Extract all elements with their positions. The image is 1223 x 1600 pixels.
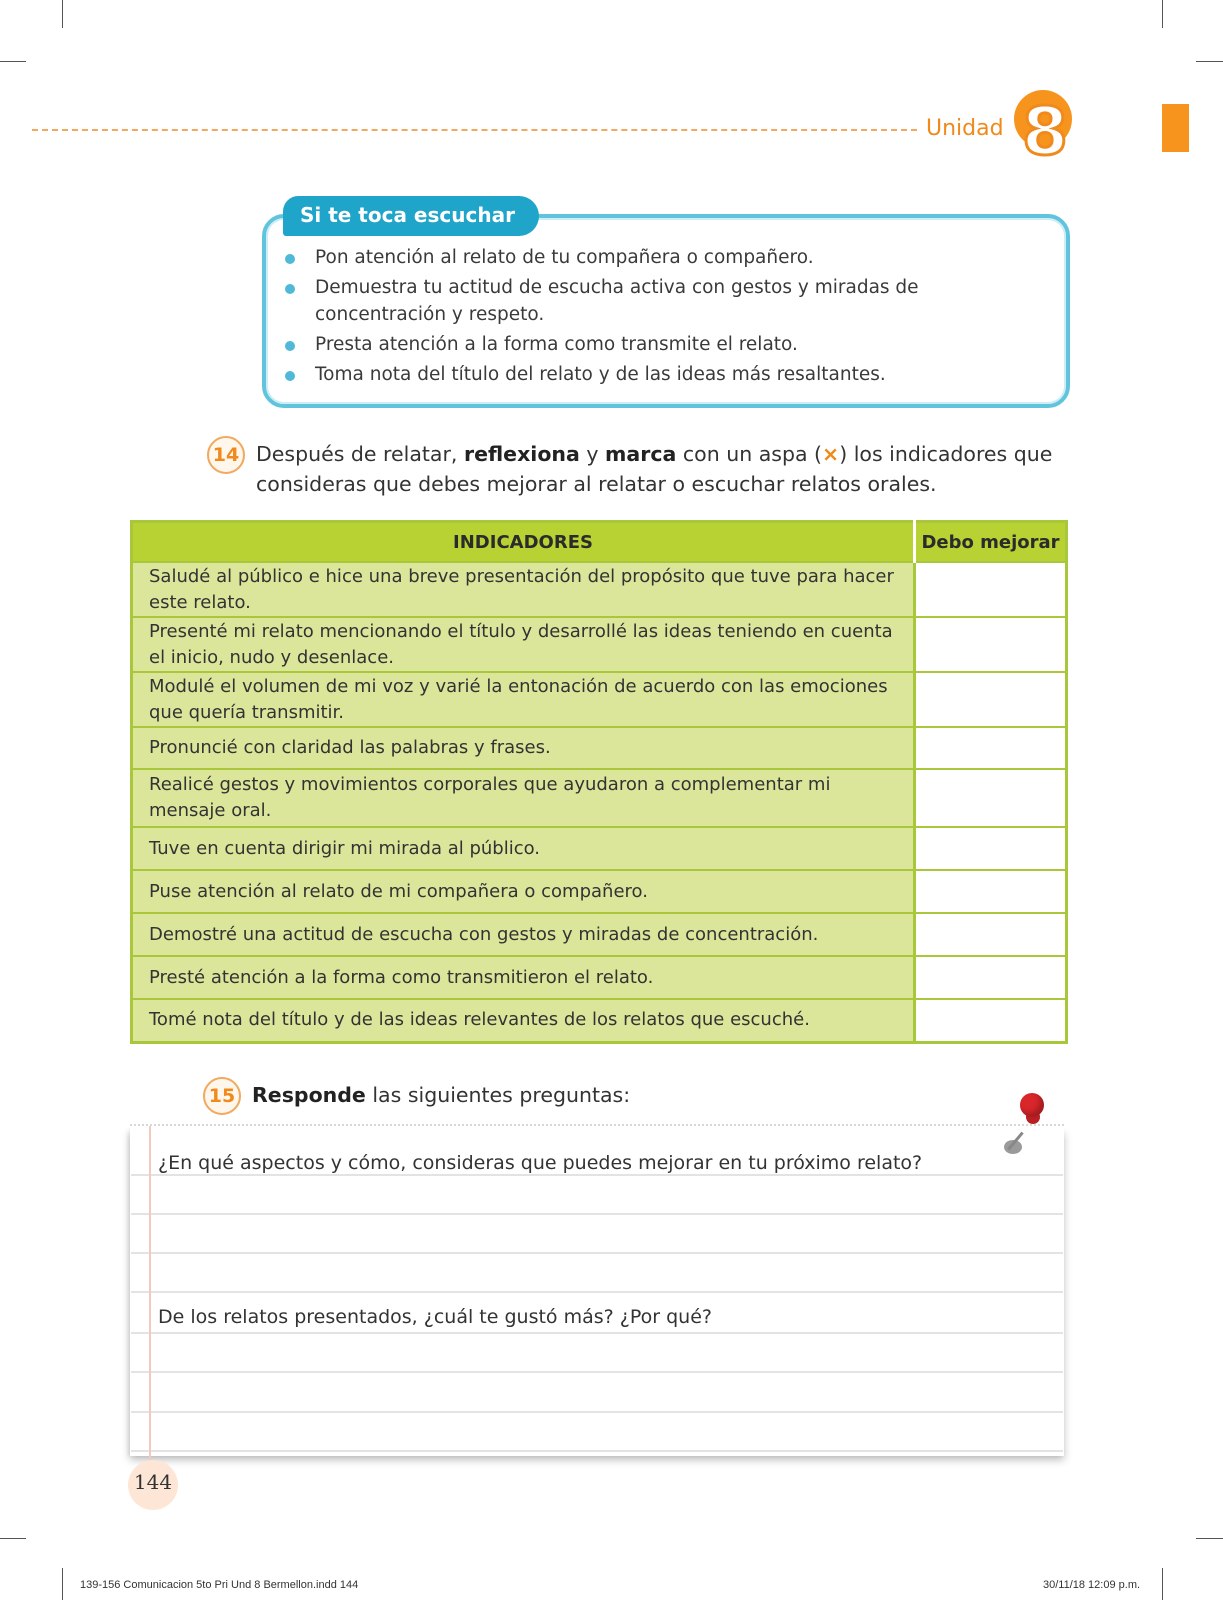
crop-mark xyxy=(0,61,26,62)
indicator-cell: Puse atención al relato de mi compañera o compañero. xyxy=(132,870,915,913)
x-mark-icon: × xyxy=(822,442,840,466)
tip-item: Presta atención a la forma como transmite el relato. xyxy=(282,331,962,358)
pushpin-head-icon xyxy=(1020,1093,1044,1117)
improve-checkbox-cell[interactable] xyxy=(915,913,1067,956)
crop-mark xyxy=(62,1568,63,1600)
answer-line xyxy=(131,1213,1063,1215)
bullet-icon xyxy=(285,371,295,381)
tip-title: Si te toca escuchar xyxy=(300,203,515,227)
crop-mark xyxy=(1196,61,1223,62)
indicator-cell: Tomé nota del título y de las ideas relevantes de los relatos que escuché. xyxy=(132,999,915,1042)
header-dashed-line xyxy=(32,129,917,131)
improve-checkbox-cell[interactable] xyxy=(915,769,1067,827)
improve-checkbox-cell[interactable] xyxy=(915,870,1067,913)
indicator-cell: Realicé gestos y movimientos corporales que ayudaron a complementar mi mensaje oral. xyxy=(132,769,915,827)
activity-15-instruction: Responde las siguientes preguntas: xyxy=(252,1083,631,1107)
improve-checkbox-cell[interactable] xyxy=(915,617,1067,672)
page-number: 144 xyxy=(133,1470,173,1494)
bullet-icon xyxy=(285,254,295,264)
answer-line xyxy=(131,1252,1063,1254)
tip-list xyxy=(282,244,962,391)
indicator-cell: Modulé el volumen de mi voz y varié la entonación de acuerdo con las emociones que quería transmitir. xyxy=(132,672,915,727)
answer-line xyxy=(131,1291,1063,1293)
unit-label: Unidad xyxy=(926,116,1004,141)
unit-number: 8 xyxy=(1022,93,1068,170)
question-1: ¿En qué aspectos y cómo, consideras que puedes mejorar en tu próximo relato? xyxy=(158,1152,923,1174)
crop-mark xyxy=(0,1538,26,1539)
tip-item: Pon atención al relato de tu compañera o compañero. xyxy=(282,244,962,271)
improve-checkbox-cell[interactable] xyxy=(915,727,1067,769)
paper-margin-line xyxy=(149,1126,151,1488)
answer-line xyxy=(131,1174,1063,1176)
header-improve: Debo mejorar xyxy=(915,522,1067,563)
header-indicators: INDICADORES xyxy=(132,522,915,563)
paper-torn-edge xyxy=(130,1124,1064,1136)
question-2: De los relatos presentados, ¿cuál te gustó más? ¿Por qué? xyxy=(158,1306,712,1328)
tip-item: Toma nota del título del relato y de las ideas más resaltantes. xyxy=(282,361,962,388)
bullet-icon xyxy=(285,284,295,294)
answer-line xyxy=(131,1332,1063,1334)
activity-14-instruction: Después de relatar, reflexiona y marca con un aspa (×) los indicadores que consideras que debes mejorar al relatar o escuchar relatos orales. xyxy=(256,442,1053,496)
answer-line xyxy=(131,1411,1063,1413)
indicator-cell: Demostré una actitud de escucha con gestos y miradas de concentración. xyxy=(132,913,915,956)
improve-checkbox-cell[interactable] xyxy=(915,672,1067,727)
crop-mark xyxy=(1196,1538,1223,1539)
answer-line xyxy=(131,1371,1063,1373)
indicator-cell: Presté atención a la forma como transmitieron el relato. xyxy=(132,956,915,999)
improve-checkbox-cell[interactable] xyxy=(915,956,1067,999)
indicator-cell: Tuve en cuenta dirigir mi mirada al público. xyxy=(132,827,915,870)
improve-checkbox-cell[interactable] xyxy=(915,999,1067,1042)
improve-checkbox-cell[interactable] xyxy=(915,827,1067,870)
answer-paper xyxy=(130,1130,1064,1456)
crop-mark xyxy=(62,0,63,28)
side-tab-marker xyxy=(1162,104,1189,152)
footer-file: 139-156 Comunicacion 5to Pri Und 8 Bermellon.indd 144 xyxy=(80,1579,359,1591)
footer-date: 30/11/18 12:09 p.m. xyxy=(1043,1579,1141,1591)
indicator-cell: Pronuncié con claridad las palabras y frases. xyxy=(132,727,915,769)
crop-mark xyxy=(1162,0,1163,28)
indicator-cell: Presenté mi relato mencionando el título y desarrollé las ideas teniendo en cuenta el inicio, nudo y desenlace. xyxy=(132,617,915,672)
activity-15-number: 15 xyxy=(203,1077,241,1115)
bullet-icon xyxy=(285,341,295,351)
answer-line xyxy=(131,1450,1063,1452)
indicator-cell: Saludé al público e hice una breve presentación del propósito que tuve para hacer este relato. xyxy=(132,562,915,617)
tip-item: Demuestra tu actitud de escucha activa con gestos y miradas de concentración y respeto. xyxy=(282,274,962,328)
improve-checkbox-cell[interactable] xyxy=(915,562,1067,617)
crop-mark xyxy=(1162,1568,1163,1600)
activity-14-number: 14 xyxy=(207,436,245,474)
indicators-table xyxy=(130,520,1068,1044)
